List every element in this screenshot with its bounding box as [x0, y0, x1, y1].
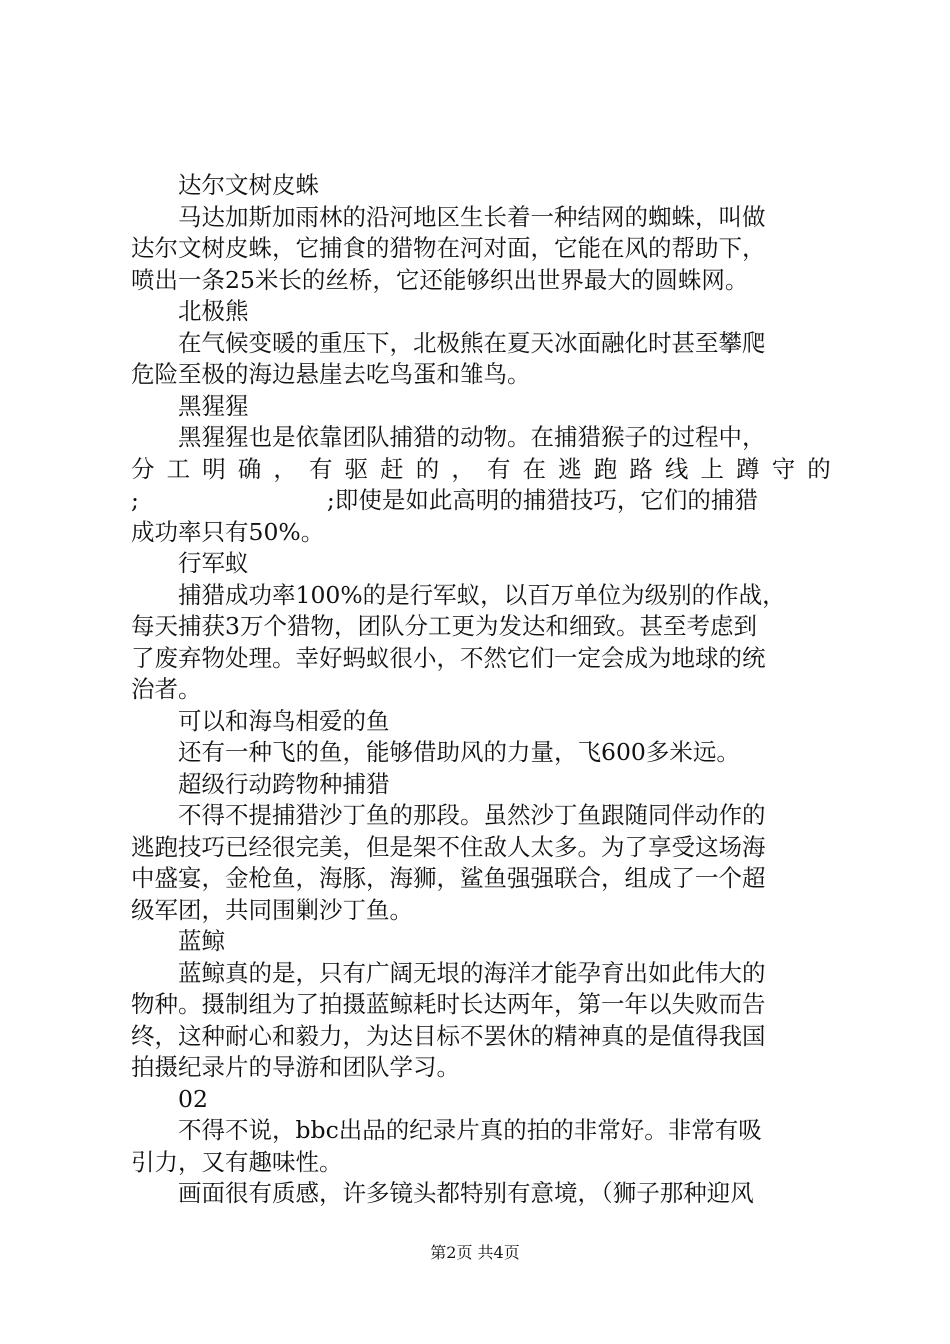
justified-char: ，	[273, 454, 297, 483]
paragraph-line: 每天捕获3万个猎物，团队分工更为发达和细致。甚至考虑到	[131, 612, 757, 640]
justified-char: 逃	[558, 454, 582, 483]
justified-char: 上	[700, 454, 724, 483]
justified-char: 明	[202, 454, 226, 483]
section-heading: 可以和海鸟相爱的鱼	[178, 706, 390, 735]
section-heading: 行军蚁	[178, 549, 249, 577]
paragraph-line: 逃跑技巧已经很完美，但是架不住敌人太多。为了享受这场海	[131, 832, 766, 861]
justified-char: 线	[664, 454, 689, 483]
justified-char: 分	[131, 454, 155, 483]
justified-char: 赶	[380, 454, 404, 483]
paragraph-line: 了废弃物处理。幸好蚂蚁很小，不然它们一定会成为地球的统	[131, 643, 766, 672]
paragraph-line: 喷出一条25米长的丝桥，它还能够织出世界最大的圆蛛网。	[131, 265, 749, 294]
paragraph-line: 成功率只有50%。	[131, 517, 325, 546]
justified-char: 在	[522, 454, 547, 483]
section-heading: 蓝鲸	[178, 927, 225, 955]
paragraph-line: 还有一种飞的鱼，能够借助风的力量，飞600多米远。	[178, 738, 740, 766]
justified-char: 的	[415, 454, 440, 483]
paragraph-line: 达尔文树皮蛛，它捕食的猎物在河对面，它能在风的帮助下，	[131, 234, 766, 262]
justified-char: ，	[451, 454, 475, 483]
justified-char: 有	[486, 454, 511, 483]
paragraph-line: 不得不说，bbc出品的纪录片真的拍的非常好。非常有吸	[178, 1116, 762, 1144]
paragraph-line: 治者。	[131, 675, 202, 703]
justified-char: 工	[166, 454, 191, 483]
paragraph-line: 引力，又有趣味性。	[131, 1147, 343, 1176]
paragraph-line: 危险至极的海边悬崖去吃鸟蛋和雏鸟。	[131, 360, 531, 388]
section-heading: 达尔文树皮蛛	[178, 171, 319, 199]
section-heading: 超级行动跨物种捕猎	[178, 769, 390, 798]
paragraph-line: 级军团，共同围剿沙丁鱼。	[131, 895, 413, 924]
paragraph-line: 不得不提捕猎沙丁鱼的那段。虽然沙丁鱼跟随同伴动作的	[178, 801, 766, 829]
paragraph-line: 在气候变暖的重压下，北极熊在夏天冰面融化时甚至攀爬	[178, 328, 766, 357]
paragraph-line: ; ;即使是如此高明的捕猎技巧，它们的捕猎	[131, 486, 758, 514]
paragraph-line: 黑猩猩也是依靠团队捕猎的动物。在捕猎猴子的过程中，	[178, 423, 766, 451]
paragraph-line: 物种。摄制组为了拍摄蓝鲸耗时长达两年，第一年以失败而告	[131, 990, 766, 1018]
justified-char: 路	[629, 454, 653, 483]
justified-char: 的	[807, 454, 831, 483]
section-heading: 02	[178, 1084, 208, 1113]
paragraph-line: 画面很有质感，许多镜头都特别有意境，（狮子那种迎风	[178, 1179, 754, 1207]
section-heading: 黑猩猩	[178, 391, 249, 420]
justified-line	[131, 454, 831, 486]
document-body	[131, 170, 831, 1210]
paragraph-line: 终，这种耐心和毅力，为达目标不罢休的精神真的是值得我国	[131, 1021, 766, 1050]
justified-char: 驱	[344, 454, 369, 483]
justified-char: 确	[237, 454, 262, 483]
justified-char: 蹲	[736, 454, 760, 483]
paragraph-line: 拍摄纪录片的导游和团队学习。	[131, 1053, 460, 1081]
justified-char: 守	[771, 454, 796, 483]
paragraph-line: 蓝鲸真的是，只有广阔无垠的海洋才能孕育出如此伟大的	[178, 958, 766, 987]
paragraph-line: 中盛宴，金枪鱼，海豚，海狮，鲨鱼强强联合，组成了一个超	[131, 864, 766, 892]
page-footer: 第2页 共4页	[430, 1243, 520, 1262]
justified-char: 有	[308, 454, 333, 483]
paragraph-line: 捕猎成功率100%的是行军蚁，以百万单位为级别的作战，	[178, 580, 786, 609]
justified-char: 跑	[593, 454, 618, 483]
section-heading: 北极熊	[178, 297, 249, 325]
paragraph-line: 马达加斯加雨林的沿河地区生长着一种结网的蜘蛛，叫做	[178, 202, 766, 231]
